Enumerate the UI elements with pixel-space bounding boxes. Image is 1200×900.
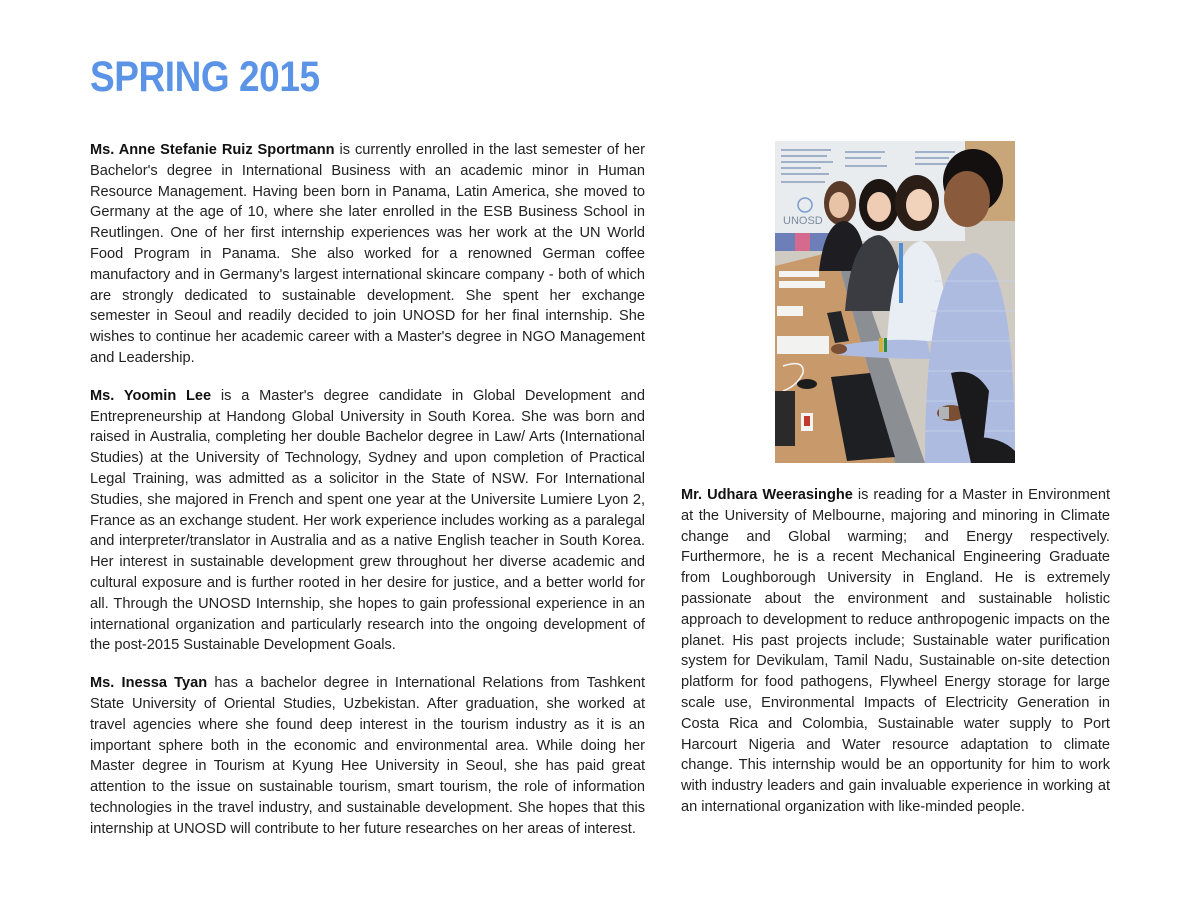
svg-text:UNOSD: UNOSD: [783, 215, 823, 227]
interns-photo: [775, 141, 1015, 463]
bio-name: Ms. Anne Stefanie Ruiz Sportmann: [90, 142, 335, 158]
right-column: [681, 485, 1110, 835]
bio-udhara-weerasinghe: [681, 485, 1110, 818]
bio-name: Mr. Udhara Weerasinghe: [681, 487, 853, 503]
bio-text: is reading for a Master in Environment at the University of Melbourne, majoring and minoring in Climate change and Global warming; and Energy respectively. Furthermore, he is a recent Mechanical Engineering Graduate from Loughborough University in England. He is extremely passionate about the environment and sustainable holistic approach to development to reduce anthropogenic impacts on the planet. His past projects include; Sustainable water purification system for Devikulam, Tamil Nadu, Sustainable on-site detection platform for food pathogens, Flywheel Energy storage for large scale use, Environmental Impacts of Electricity Generation in Costa Rica and Colombia, Sustainable water supply to Port Harcourt Nigeria and Water resource adaptation to climate change. This internship would be an opportunity for him to work with industry leaders and gain invaluable experience in working at an international organization with like-minded people.: [681, 487, 1111, 815]
bio-text: is currently enrolled in the last semester of her Bachelor's degree in International Business with an academic minor in Human Resource Management. Having been born in Panama, Latin America, she moved to Germany at the age of 10, where she later enrolled in the ESB Business School in Reutlingen. One of her first internship experiences was her work at the UN World Food Program in Panama. She also worked for a renowned German coffee manufactory and in Germany's largest international skincare company - both of which are strongly dedicated to sustainable development. She spent her exchange semester in Seoul and readily decided to join UNOSD for her final internship. She wishes to continue her academic career with a Master's degree in NGO Management and Leadership.: [90, 142, 645, 366]
bio-inessa-tyan: [90, 673, 645, 839]
bio-name: Ms. Inessa Tyan: [90, 675, 208, 692]
bio-text: is a Master's degree candidate in Global Development and Entrepreneurship at Handong Global University in South Korea. She was born and raised in Australia, completing her double Bachelor degree in Law/ Arts (International Studies) at the University of Technology, Sydney and upon completion of Practical Legal Training, was admitted as a solicitor in the State of NSW. For International Studies, she majored in French and spent one year at the Universite Lumiere Lyon 2, France as an exchange student. Her work experience includes working as a paralegal and interpreter/translator in Australia and as a native English teacher in South Korea. Her interest in sustainable development grew throughout her diverse academic and cultural exposure and is further rooted in her desire for justice, and a better world for all. Through the UNOSD Internship, she hopes to gain professional experience in an international organization and particularly research into the ongoing development of the post-2015 Sustainable Development Goals.: [90, 387, 645, 654]
bio-text: has a bachelor degree in International Relations from Tashkent State University of Oriental Studies, Uzbekistan. After graduation, she worked at travel agencies where she found deep interest in the tourism industry as it is an important sphere both in the economic and environmental area. While doing her Master degree in Tourism at Kyung Hee University in Seoul, she has paid great attention to the issue on sustainable tourism, smart tourism, the role of information technologies in the travel industry, and sustainable development. She hopes that this internship at UNOSD will contribute to her future researches on her areas of interest.: [90, 675, 645, 837]
left-column: [90, 140, 645, 857]
bio-anne-sportmann: [90, 140, 645, 369]
bio-yoomin-lee: [90, 386, 645, 656]
page-title: SPRING 2015: [90, 53, 320, 101]
bio-name: Ms. Yoomin Lee: [90, 387, 212, 404]
